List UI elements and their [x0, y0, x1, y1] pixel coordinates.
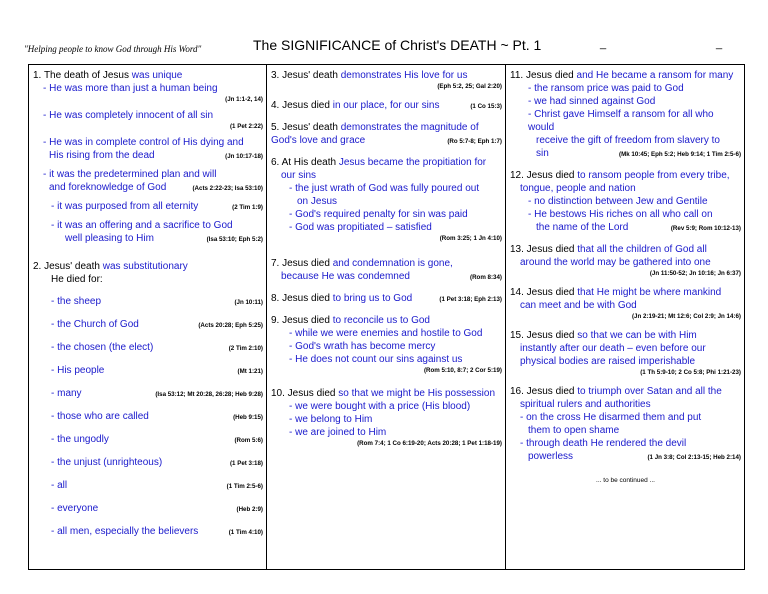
died-for-ref: (Acts 20:28; Eph 5:25)	[198, 322, 263, 329]
died-for-item	[33, 433, 263, 447]
column-3	[506, 65, 744, 569]
point-11-c: - Christ gave Himself a ransom for all who would	[528, 109, 714, 133]
died-for-text: - His people	[51, 365, 105, 376]
blank-line-2: _	[716, 38, 723, 50]
point-9-c: - He does not count our sins against us	[289, 354, 463, 365]
point-7	[271, 257, 502, 284]
point-8-ref: (1 Pet 3:18; Eph 2:13)	[439, 296, 502, 303]
point-1	[33, 69, 263, 246]
died-for-item	[33, 502, 263, 516]
point-9-b: - God's wrath has become mercy	[289, 341, 436, 352]
point-12-b: - He bestows His riches on all who call on	[528, 209, 713, 220]
died-for-ref: (Jn 10:11)	[234, 299, 263, 306]
point-12	[510, 169, 741, 235]
point-16-a: - on the cross He disarmed them and put	[520, 412, 702, 423]
point-13-heading: that all the children of God all	[577, 244, 707, 255]
died-for-item	[33, 479, 263, 493]
point-1-c: - He was in complete control of His dying and	[43, 137, 244, 148]
point-5-cont: God's love and grace	[271, 135, 366, 146]
point-7-cont: because He was condemned	[281, 271, 410, 282]
point-11-ref: (Mk 10:45; Eph 5:2; Heb 9:14; 1 Tim 2:5-6)	[619, 151, 741, 158]
point-16-a-cont: them to open shame	[528, 425, 620, 436]
tagline: "Helping people to know God through His Word"	[24, 44, 202, 54]
point-16	[510, 385, 741, 487]
point-10-b: - we belong to Him	[289, 414, 373, 425]
column-2	[267, 65, 506, 569]
point-6-heading: Jesus became the propitiation for	[338, 157, 487, 168]
died-for-text: - all men, especially the believers	[51, 526, 199, 537]
died-for-text: - the Church of God	[51, 319, 139, 330]
point-6-ref: (Rom 3:25; 1 Jn 4:10)	[439, 235, 502, 242]
point-10-ref: (Rom 7:4; 1 Co 6:19-20; Acts 20:28; 1 Pet 1:18-19)	[357, 440, 502, 447]
continued-note: ... to be continued ...	[596, 477, 655, 484]
died-for-ref: (Rom 5:6)	[234, 437, 263, 444]
point-1-f: - it was an offering and a sacrifice to God	[51, 220, 233, 231]
blank-line-1: _	[600, 38, 607, 50]
point-8	[271, 292, 502, 306]
point-16-cont: spiritual rulers and authorities	[520, 399, 651, 410]
point-12-a: - no distinction between Jew and Gentile	[528, 196, 708, 207]
point-13-ref: (Jn 11:50-52; Jn 10:16; Jn 6:37)	[649, 270, 741, 277]
point-2-died-for: He died for:	[51, 274, 103, 285]
point-4	[271, 99, 502, 113]
point-12-b-cont: the name of the Lord	[536, 222, 629, 233]
point-12-lead: 12. Jesus died	[510, 170, 578, 181]
point-11-b: - we had sinned against God	[528, 96, 656, 107]
point-7-lead: 7. Jesus died	[271, 258, 333, 269]
died-for-item	[33, 295, 263, 309]
point-15-cont: instantly after our death – even before our	[520, 343, 706, 354]
point-1-e-ref: (2 Tim 1:9)	[232, 204, 263, 211]
point-6-a-cont: on Jesus	[297, 196, 338, 207]
point-12-cont: tongue, people and nation	[520, 183, 636, 194]
point-5-lead: 5. Jesus' death	[271, 122, 341, 133]
died-for-item	[33, 318, 263, 332]
died-for-text: - the ungodly	[51, 434, 109, 445]
point-6-cont: our sins	[281, 170, 317, 181]
point-3	[271, 69, 502, 91]
point-12-ref: (Rev 5:9; Rom 10:12-13)	[670, 225, 741, 232]
died-for-list	[33, 295, 263, 539]
point-16-heading: to triumph over Satan and all the	[577, 386, 722, 397]
content-grid	[28, 64, 745, 570]
point-10-heading: so that we might be His possession	[338, 388, 496, 399]
died-for-ref: (2 Tim 2:10)	[228, 345, 263, 352]
point-3-ref: (Eph 5:2, 25; Gal 2:20)	[437, 83, 502, 90]
died-for-item	[33, 341, 263, 355]
died-for-item	[33, 387, 263, 401]
point-8-heading: to bring us to God	[332, 293, 413, 304]
point-1-a: - He was more than just a human being	[43, 83, 218, 94]
point-16-b: - through death He rendered the devil	[520, 438, 687, 449]
point-1-d: - it was the predetermined plan and will	[43, 169, 217, 180]
point-11-lead: 11. Jesus died	[510, 70, 577, 81]
point-3-lead: 3. Jesus' death	[271, 70, 341, 81]
point-11-c-end: sin	[536, 148, 549, 159]
point-6-a: - the just wrath of God was fully poured out	[289, 183, 480, 194]
point-1-f-cont: well pleasing to Him	[65, 233, 154, 244]
died-for-text: - the chosen (the elect)	[51, 342, 154, 353]
died-for-text: - the sheep	[51, 296, 102, 307]
column-1	[29, 65, 267, 569]
died-for-ref: (Mt 1:21)	[237, 368, 263, 375]
point-5	[271, 121, 502, 148]
point-6-lead: 6. At His death	[271, 157, 339, 168]
point-14-lead: 14. Jesus died	[510, 287, 578, 298]
point-1-f-ref: (Isa 53:10; Eph 5:2)	[206, 236, 263, 243]
point-16-b-cont: powerless	[528, 451, 574, 462]
point-2	[33, 260, 263, 539]
point-1-b: - He was completely innocent of all sin	[43, 110, 214, 121]
point-7-heading: and condemnation is gone,	[332, 258, 453, 269]
point-16-lead: 16. Jesus died	[510, 386, 578, 397]
point-14-cont: can meet and be with God	[520, 300, 637, 311]
point-14-heading: that He might be where mankind	[577, 287, 722, 298]
point-10-lead: 10. Jesus died	[271, 388, 339, 399]
point-7-ref: (Rom 8:34)	[470, 274, 502, 281]
point-9-lead: 9. Jesus died	[271, 315, 333, 326]
point-1-d-cont: and foreknowledge of God	[49, 182, 167, 193]
point-15	[510, 329, 741, 377]
point-2-heading: was substitutionary	[102, 261, 188, 272]
point-13	[510, 243, 741, 278]
point-10-c: - we are joined to Him	[289, 427, 387, 438]
died-for-ref: (1 Tim 4:10)	[228, 529, 263, 536]
point-14-ref: (Jn 2:19-21; Mt 12:6; Col 2:9; Jn 14:6)	[632, 313, 741, 320]
died-for-item	[33, 525, 263, 539]
point-3-heading: demonstrates His love for us	[340, 70, 468, 81]
point-6-c: - God was propitiated – satisfied	[289, 222, 432, 233]
died-for-text: - many	[51, 388, 82, 399]
point-4-ref: (1 Co 15:3)	[470, 103, 502, 110]
page-title: The SIGNIFICANCE of Christ's DEATH ~ Pt. 1	[253, 37, 542, 53]
point-11	[510, 69, 741, 161]
point-4-lead: 4. Jesus died	[271, 100, 333, 111]
point-12-heading: to ransom people from every tribe,	[577, 170, 730, 181]
died-for-text: - those who are called	[51, 411, 149, 422]
point-5-ref: (Ro 5:7-8; Eph 1:7)	[447, 138, 502, 145]
died-for-item	[33, 410, 263, 424]
died-for-ref: (Heb 9:15)	[233, 414, 263, 421]
died-for-ref: (Heb 2:9)	[236, 506, 263, 513]
died-for-text: - all	[51, 480, 68, 491]
point-6	[271, 156, 502, 243]
died-for-ref: (Isa 53:12; Mt 20:28, 26:28; Heb 9:28)	[155, 391, 263, 398]
point-10	[271, 387, 502, 448]
point-13-cont: around the world may be gathered into one	[520, 257, 711, 268]
point-15-lead: 15. Jesus died	[510, 330, 578, 341]
point-1-b-ref: (1 Pet 2:22)	[229, 123, 263, 130]
died-for-item	[33, 456, 263, 470]
point-1-lead: 1. The death of Jesus	[33, 70, 132, 81]
died-for-text: - the unjust (unrighteous)	[51, 457, 163, 468]
point-13-lead: 13. Jesus died	[510, 244, 578, 255]
point-1-c-ref: (Jn 10:17-18)	[225, 153, 263, 160]
died-for-ref: (1 Pet 3:18)	[229, 460, 263, 467]
point-16-ref: (1 Jn 3:8; Col 2:13-15; Heb 2:14)	[647, 454, 741, 461]
point-11-heading: and He became a ransom for many	[576, 70, 734, 81]
died-for-ref: (1 Tim 2:5-6)	[226, 483, 263, 490]
point-1-a-ref: (Jn 1:1-2, 14)	[225, 96, 263, 103]
point-2-lead: 2. Jesus' death	[33, 261, 103, 272]
point-15-ref: (1 Th 5:9-10; 2 Co 5:8; Phi 1:21-23)	[640, 369, 741, 376]
point-11-c-cont: receive the gift of freedom from slavery to	[536, 135, 720, 146]
died-for-text: - everyone	[51, 503, 99, 514]
point-9-a: - while we were enemies and hostile to God	[289, 328, 483, 339]
point-9-heading: to reconcile us to God	[332, 315, 430, 326]
point-15-cont-2: physical bodies are raised imperishable	[520, 356, 696, 367]
point-1-d-ref: (Acts 2:22-23; Isa 53:10)	[192, 185, 263, 192]
point-1-c-cont: His rising from the dead	[49, 150, 155, 161]
point-10-a: - we were bought with a price (His blood)	[289, 401, 471, 412]
point-1-heading: was unique	[131, 70, 183, 81]
point-9-ref: (Rom 5:10, 8:7; 2 Cor 5:19)	[423, 367, 502, 374]
point-6-b: - God's required penalty for sin was paid	[289, 209, 468, 220]
died-for-item	[33, 364, 263, 378]
point-14	[510, 286, 741, 321]
point-5-heading: demonstrates the magnitude of	[340, 122, 479, 133]
point-8-lead: 8. Jesus died	[271, 293, 333, 304]
point-15-heading: so that we can be with Him	[577, 330, 697, 341]
point-4-heading: in our place, for our sins	[332, 100, 440, 111]
point-1-e: - it was purposed from all eternity	[51, 201, 199, 212]
point-11-a: - the ransom price was paid to God	[528, 83, 684, 94]
point-9	[271, 314, 502, 375]
